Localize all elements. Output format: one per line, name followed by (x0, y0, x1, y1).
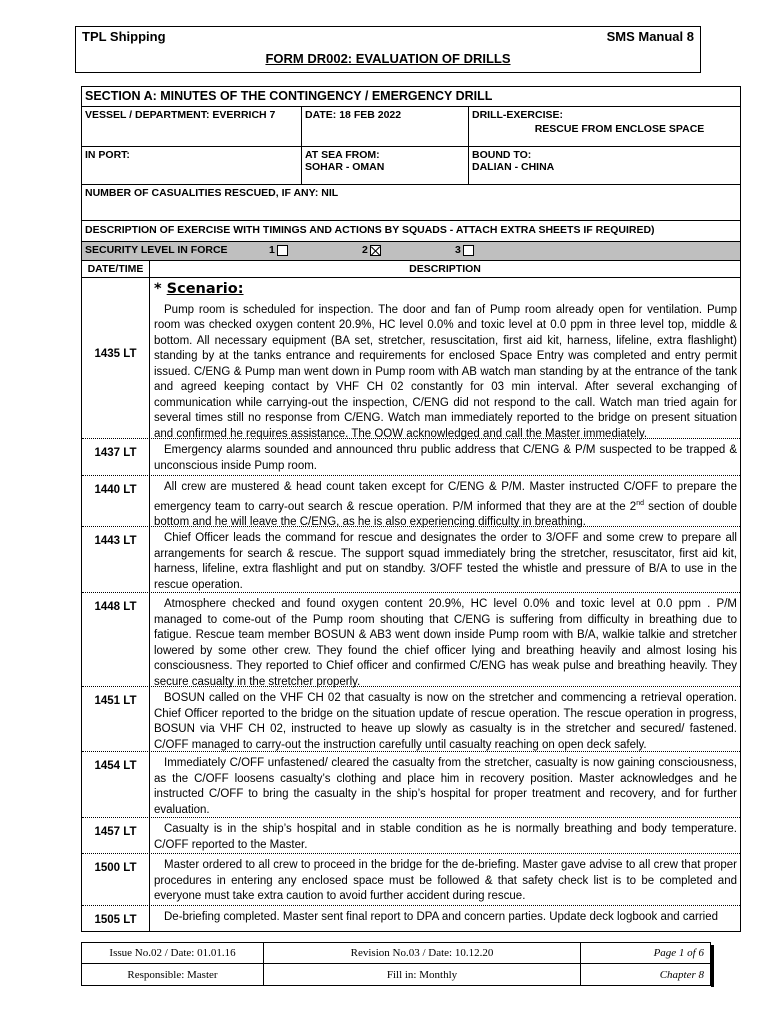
row-text: Emergency alarms sounded and announced thru public address that C/ENG & P/M suspected to be trapped & unconscious inside Pump room. (154, 444, 737, 472)
security-level-1-checkbox[interactable] (277, 245, 288, 256)
manual-name: SMS Manual 8 (606, 29, 694, 44)
row-description (150, 278, 740, 438)
row-text: De-briefing completed. Master sent final report to DPA and concern parties. Update deck logbook and carried (164, 911, 719, 923)
row-description (150, 854, 740, 905)
casualties-field: NUMBER OF CASUALITIES RESCUED, IF ANY: NIL (82, 185, 740, 221)
drill-form (81, 86, 741, 932)
info-row-port (82, 147, 740, 185)
page-number: Page 1 of 6 (653, 947, 704, 959)
scenario-star: * (154, 281, 162, 297)
drill-label: DRILL-EXERCISE: (472, 109, 564, 121)
table-row (82, 527, 740, 593)
row-text: Pump room is scheduled for inspection. The door and fan of Pump room already open for ventilation. Pump room was checked oxygen content 20.9%, HC level 0.0% and toxic level at 0.0 ppm in three level top, middle & bottom. All necessary equipment (BA set, stretcher, resuscitation, first aid kit, harness, lifeline, extra flashlight) standing by at the tanks entrance and requirements for enclosed Space Entry was completed and entry permit issued. C/ENG & Pump man went down in Pump room with AB watch man standing by at the entrance of the tank and agreed keeping contact by VHF CH 02 constantly for 03 min interval. After several exchanging of communication while carrying-out the inspection, C/ENG did not respond to the call. Watch man tried again for several times still no response from C/ENG. Watch man immediately reported to the bridge on present situation and confirmed he requires assistance. The OOW acknowledged and call the Master immediately. (154, 303, 737, 440)
row-text: BOSUN called on the VHF CH 02 that casualty is now on the stretcher and commencing a retrieval operation. Chief Officer reported to the bridge on the situation update of rescue operation. The rescue operation in progress, BOSUN via VHF CH 02, instructed to heave up slowly as casualty is in the stretcher and secured/ fastened. C/OFF managed to carry-out the instruction carefully until casualty reaching on open deck safely. (154, 692, 737, 751)
row-time: 1505 LT (82, 906, 150, 932)
row-description (150, 593, 740, 686)
security-level-1[interactable] (269, 244, 288, 256)
row-time: 1457 LT (82, 818, 150, 853)
row-text-superscript: nd (636, 499, 644, 507)
row-text-part-b: section of double bottom and he will leave the C/ENG, as he is also experiencing difficulty in breathing. (154, 500, 737, 528)
table-row (82, 476, 740, 527)
security-level-3-label: 3 (455, 244, 461, 256)
document-footer (81, 942, 711, 986)
table-row (82, 818, 740, 854)
column-header-time: DATE/TIME (82, 261, 150, 277)
table-row (82, 906, 740, 932)
row-time: 1454 LT (82, 752, 150, 817)
company-name: TPL Shipping (82, 29, 166, 44)
row-text: Casualty is in the ship’s hospital and in stable condition as he is normally breathing and body temperature. C/OFF reported to the Master. (154, 823, 737, 851)
row-description (150, 818, 740, 853)
row-description (150, 439, 740, 475)
row-text (154, 480, 737, 530)
form-title: FORM DR002: EVALUATION OF DRILLS (265, 51, 511, 66)
bound-field (469, 147, 740, 184)
bound-label: BOUND TO: (472, 149, 532, 161)
table-row (82, 439, 740, 476)
document-header (75, 26, 701, 73)
row-time: 1448 LT (82, 593, 150, 686)
scenario-heading (154, 282, 737, 298)
drill-value: RESCUE FROM ENCLOSE SPACE (534, 123, 705, 135)
security-level-2[interactable] (362, 244, 381, 256)
row-text: Atmosphere checked and found oxygen content 20.9%, HC level 0.0% and toxic level at 0.0 ppm . P/M managed to come-out of the Pump room shouting that C/ENG is suffering from difficulty in breathing due to fatigue. Rescue team member BOSUN & AB3 went down inside Pump room with B/A, walkie talkie and stretcher lowered by some other crew. They found the chief officer lying and breathing heavily and almost losing his consciousness. They reported to Chief officer and confirmed C/ENG has weak pulse and breathing heavily. They secure casualty in the stretcher properly. (154, 598, 737, 688)
row-description (150, 527, 740, 592)
revision-info: Revision No.03 / Date: 10.12.20 (264, 943, 581, 963)
table-row (82, 854, 740, 906)
security-level-2-checkbox[interactable] (370, 245, 381, 256)
responsible-info: Responsible: Master (82, 964, 264, 985)
row-description (150, 752, 740, 817)
info-row-vessel (82, 107, 740, 147)
table-row (82, 687, 740, 752)
chapter-info: Chapter 8 (659, 968, 704, 981)
table-row (82, 752, 740, 818)
bound-value: DALIAN - CHINA (472, 161, 555, 173)
footer-row-1 (82, 943, 710, 964)
footer-shadow-edge (711, 945, 714, 987)
row-text-part-a: All crew are mustered & head count taken except for C/ENG & P/M. Master instructed C/OFF to prepare the emergency team to carry-out search & rescue operation. P/M informed that they are at the 2 (154, 481, 737, 513)
row-time: 1443 LT (82, 527, 150, 592)
row-time: 1437 LT (82, 439, 150, 475)
column-header-description: DESCRIPTION (409, 263, 481, 275)
at-sea-field (302, 147, 469, 184)
at-sea-label: AT SEA FROM: (305, 149, 380, 161)
footer-row-2 (82, 964, 710, 985)
row-text: Chief Officer leads the command for rescue and designates the order to 3/OFF and some crew to prepare all arrangements for search & rescue. The support squad immediately bring the stretcher, resuscitator, first aid kit, harness, lifeline, extra flashlight and put on standby. 3/OFF tested the whistle and pressure of B/A to use in the rescue operation. (154, 532, 737, 591)
table-row (82, 593, 740, 687)
section-title: SECTION A: MINUTES OF THE CONTINGENCY / EMERGENCY DRILL (82, 87, 740, 107)
table-header (82, 261, 740, 278)
security-level-1-label: 1 (269, 244, 275, 256)
security-level-3[interactable] (455, 244, 474, 256)
row-time: 1435 LT (82, 278, 150, 438)
issue-info: Issue No.02 / Date: 01.01.16 (82, 943, 264, 963)
table-row (82, 278, 740, 439)
row-time: 1451 LT (82, 687, 150, 751)
scenario-title: Scenario: (166, 281, 244, 297)
fill-in-info: Fill in: Monthly (264, 964, 581, 985)
at-sea-value: SOHAR - OMAN (305, 161, 385, 173)
row-description (150, 687, 740, 751)
drill-field (469, 107, 740, 146)
row-description (150, 476, 740, 526)
row-text: Master ordered to all crew to proceed in the bridge for the de-briefing. Master gave advise to all crew that proper procedures in entering any enclosed space must be followed & that safety check list is to be completed and everyone must take extra caution to avoid further accident during rescue. (154, 859, 737, 902)
date-field: DATE: 18 FEB 2022 (302, 107, 469, 146)
security-level-label: SECURITY LEVEL IN FORCE (85, 244, 228, 256)
security-level-3-checkbox[interactable] (463, 245, 474, 256)
row-time: 1440 LT (82, 476, 150, 526)
vessel-field: VESSEL / DEPARTMENT: EVERRICH 7 (82, 107, 302, 146)
row-text: Immediately C/OFF unfastened/ cleared the casualty from the stretcher, casualty is now gaining consciousness, as the C/OFF loosens casualty’s clothing and place him in recovery position. Master acknowledges and he instructed C/OFF to bring the casualty in the ship’s hospital for proper treatment and recovery, and for further evaluation. (154, 757, 737, 816)
description-header: DESCRIPTION OF EXERCISE WITH TIMINGS AND ACTIONS BY SQUADS - ATTACH EXTRA SHEETS IF REQUIRED) (82, 221, 740, 242)
security-level-row (82, 242, 740, 261)
row-time: 1500 LT (82, 854, 150, 905)
row-description (150, 906, 740, 932)
in-port-field: IN PORT: (82, 147, 302, 184)
security-level-2-label: 2 (362, 244, 368, 256)
